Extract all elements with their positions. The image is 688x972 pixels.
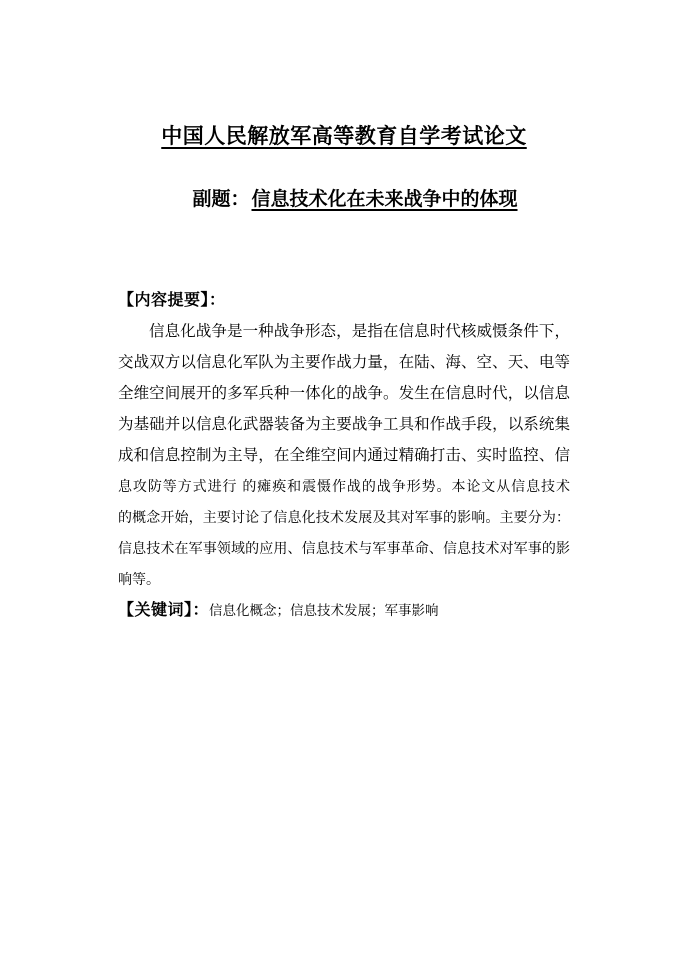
abstract-line: 全维空间展开的多军兵种一体化的战争。发生在信息时代，以信息 xyxy=(118,385,570,402)
abstract-section xyxy=(118,285,570,626)
abstract-line: 信息化战争是一种战争形态，是指在信息时代核威慑条件下， xyxy=(149,323,570,340)
abstract-line: 成和信息控制为主导，在全维空间内通过精确打击、实时监控、信 xyxy=(118,447,570,464)
document-title xyxy=(0,0,688,151)
abstract-line: 为基础并以信息化武器装备为主要战争工具和作战手段，以系统集 xyxy=(118,416,570,433)
keywords-text: 信息化概念；信息技术发展；军事影响 xyxy=(209,603,439,618)
abstract-line: 信息技术在军事领域的应用、信息技术与军事革命、信息技术对军事的影 xyxy=(118,540,570,556)
subtitle-text: 信息技术化在未来战争中的体现 xyxy=(251,189,518,210)
subtitle-label: 副题： xyxy=(192,189,250,210)
document-title-text: 中国人民解放军高等教育自学考试论文 xyxy=(161,125,527,148)
abstract-line: 响等。 xyxy=(118,571,160,587)
keywords-line xyxy=(118,595,570,626)
document-subtitle xyxy=(0,187,688,213)
abstract-heading: 【内容提要】： xyxy=(118,292,226,309)
abstract-line: 息攻防等方式进行 的瘫痪和震慑作战的战争形势。本论文从信息技术 xyxy=(118,478,570,494)
abstract-line: 的概念开始，主要讨论了信息化技术发展及其对军事的影响。主要分为： xyxy=(118,509,570,525)
keywords-label: 【关键词】： xyxy=(118,602,210,619)
abstract-line: 交战双方以信息化军队为主要作战力量，在陆、海、空、天、电等 xyxy=(118,354,570,371)
